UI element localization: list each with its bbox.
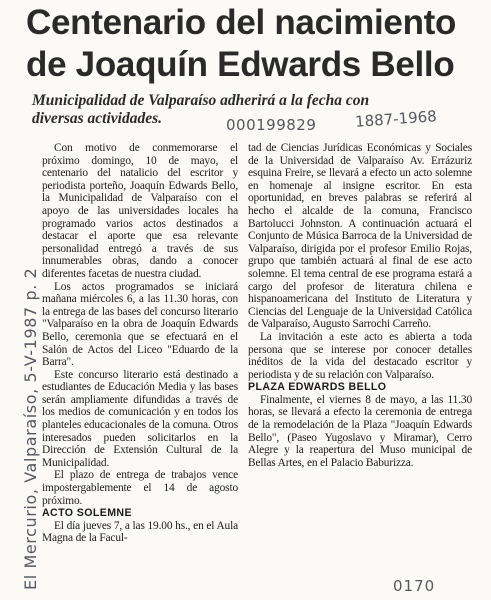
section-subhead-plaza: PLAZA EDWARDS BELLO [248,381,387,394]
paragraph: Con motivo de conmemorarse el próximo domingo, 10 de mayo, el centenario del natalicio del escritor y periodista porteño, Joaquín Edwards Bello, la Municipalidad de Valparaíso con el apoyo de las universidades locales ha programado varios actos destinados a destacar el aporte que esa relevante personalidad entregó a través de sus innumerables obras, dando a conocer diferentes facetas de nuestra ciudad. [42,142,238,280]
handwritten-years: 1887-1968 [354,107,438,131]
paragraph: Los actos programados se iniciará mañana miércoles 6, a las 11.30 horas, con la entrega de las bases del concurso literario "Valparaíso en la obra de Joaquín Edwards Bello, ceremonia que se efectuará en el Salón de Actos del Liceo "Eduardo de la Barra". [42,280,238,369]
paragraph: Este concurso literario está destinado a estudiantes de Educación Media y las bases serán ampliamente difundidas a través de los medios de comunicación y en todos los planteles educacionales de la comuna. Otros interesados pueden solicitarlos en la Dirección de Extensión Cultural de la Municipalidad. [42,368,238,469]
headline-line-2: de Joaquín Edwards Bello [26,45,455,84]
headline-line-1: Centenario del nacimiento [26,3,457,42]
headline [26,2,486,86]
paragraph: El día jueves 7, a las 19.00 hs., en el Aula Magna de la Facul- [42,519,238,545]
paragraph: Finalmente, el viernes 8 de mayo, a las 11.30 horas, se llevará a efecto la ceremonia de entrega de la remodelación de la Plaza "Joaquín Edwards Bello", (Paseo Yugoslavo y Miramar), Cerro Alegre y la reapertura del Muso municipal de Bellas Artes, en el Palacio Baburizza. [248,393,472,469]
handwritten-page-number: 0170 [393,577,436,595]
paragraph: El plazo de entrega de trabajos vence impostergablemente el 14 de agosto próximo. [42,469,238,507]
handwritten-catalog-code: 000199829 [226,116,317,134]
deck-line-2: diversas actividades. [32,110,163,127]
article-column-left [42,142,238,545]
deck-line-1: Municipalidad de Valparaíso adherirá a la fecha con [32,92,370,109]
section-subhead-acto-solemne: ACTO SOLEMNE [42,507,132,520]
paragraph: tad de Ciencias Jurídicas Económicas y Sociales de la Universidad de Valparaíso Av. Errázuriz esquina Freire, se llevará a efecto un acto solemne en homenaje al insigne escritor. En esta oportunidad, en breves palabras se referirá al hecho el alcalde de la comuna, Francisco Bartolucci Johnston. A continuación actuará el Conjunto de Música Barroca de la Universidad de Valparaíso, dirigida por el profesor Emilio Rojas, grupo que también actuará al final de ese acto solemne. El tema central de ese programa estará a cargo del profesor de literatura chilena e hispanoamericana del Instituto de Literatura y Ciencias del Lenguaje de la Universidad Católica de Valparaíso, Augusto Sarrochi Carreño. [248,142,472,331]
handwritten-source-note: El Mercurio, Valparaíso, 5-V-1987 p. 2 [21,267,40,590]
article-column-right [248,142,472,469]
paragraph: La invitación a este acto es abierta a toda persona que se interese por conocer detalles inéditos de la vida del destacado escritor y periodista y de su relación con Valparaíso. [248,330,472,381]
